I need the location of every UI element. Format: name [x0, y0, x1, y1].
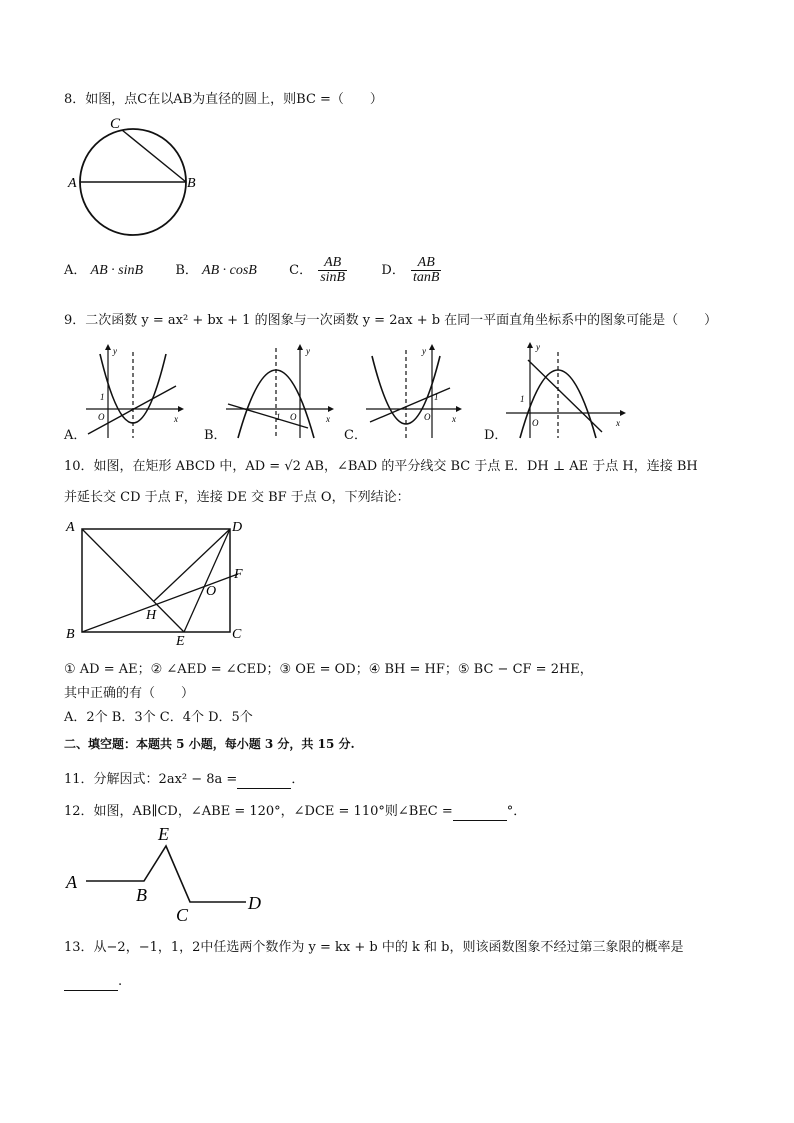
q13-end: .	[118, 974, 123, 989]
svg-text:O: O	[98, 412, 105, 422]
svg-text:y: y	[422, 346, 426, 356]
section-2-heading: 二、填空题：本题共 5 小题，每小题 3 分，共 15 分.	[64, 737, 355, 751]
q9-graph-b	[226, 342, 336, 442]
svg-text:O: O	[290, 412, 297, 422]
svg-text:C: C	[176, 905, 189, 925]
q13-stem: 13．从−2，−1，1，2中任选两个数作为 y = kx + b 中的 k 和 b，则该函数图象不经过第三象限的概率是	[64, 940, 684, 955]
option-c-fraction: $\frac{AB}{\sin B}$	[320, 255, 346, 285]
svg-text:D: D	[232, 520, 243, 535]
q12-end: °．	[506, 804, 527, 819]
svg-text:x: x	[174, 414, 178, 424]
segment-bf	[82, 574, 238, 632]
option-b-text: AB · cosB	[202, 263, 257, 278]
q11-stem: 11．分解因式：2ax² − 8a =	[64, 772, 238, 787]
svg-text:y: y	[113, 346, 117, 356]
svg-text:1: 1	[434, 392, 439, 402]
svg-text:D: D	[248, 893, 261, 913]
svg-text:E: E	[158, 824, 169, 844]
svg-text:B: B	[136, 885, 147, 905]
svg-text:1: 1	[100, 392, 105, 402]
svg-text:y: y	[536, 342, 540, 352]
segment-ae	[82, 529, 184, 632]
label-a: A	[68, 176, 77, 191]
q10-conclusions: ① AD = AE；② ∠AED = ∠CED；③ OE = OD；④ BH = HF；⑤ BC − CF = 2HE，	[64, 662, 593, 677]
svg-text:x: x	[452, 414, 456, 424]
q12-figure	[60, 820, 280, 930]
svg-text:y: y	[306, 346, 310, 356]
svg-text:1: 1	[276, 412, 281, 422]
path-abecd	[86, 846, 246, 902]
option-d-fraction: $\frac{AB}{\tan B}$	[412, 255, 440, 285]
q9-label-d: D．	[484, 428, 508, 443]
svg-text:H: H	[146, 608, 157, 623]
segment-dh	[154, 529, 230, 601]
q10-ask: 其中正确的有（ ）	[64, 686, 195, 701]
q10-stem-line2: 并延长交 CD 于点 F，连接 DE 交 BF 于点 O，下列结论：	[64, 490, 410, 505]
option-b-label: B．	[175, 263, 198, 278]
option-c-label: C．	[289, 263, 313, 278]
chord-cb	[122, 130, 186, 182]
q12-blank	[453, 804, 507, 821]
svg-text:A: A	[66, 872, 77, 892]
label-b: B	[187, 176, 196, 191]
option-a-text: AB · sinB	[90, 263, 144, 278]
label-c: C	[110, 116, 121, 132]
q13-blank	[64, 974, 118, 991]
q9-graph-c	[366, 342, 466, 442]
svg-text:B: B	[66, 627, 75, 642]
q8-circle-figure	[60, 112, 210, 237]
q9-label-c: C．	[344, 428, 367, 443]
q10-stem-line1: 10．如图，在矩形 ABCD 中，AD = √2 AB，∠BAD 的平分线交 BC 于点 E．DH ⊥ AE 于点 H，连接 BH	[64, 459, 698, 474]
svg-text:O: O	[532, 418, 539, 428]
q12-stem: 12．如图，AB∥CD，∠ABE = 120°，∠DCE = 110°则∠BEC =	[64, 804, 453, 819]
q10-rectangle-figure	[64, 516, 264, 649]
q11-end: ．	[291, 772, 305, 787]
option-d-label: D．	[381, 263, 405, 278]
svg-text:A: A	[66, 520, 75, 535]
q8-stem: 8．如图，点C在以AB为直径的圆上，则BC =（ ）	[64, 92, 383, 107]
q9-label-b: B．	[204, 428, 227, 443]
svg-text:C: C	[232, 627, 242, 642]
q12	[64, 804, 526, 821]
q13-answer	[64, 974, 122, 991]
option-a-label: A．	[64, 263, 87, 278]
q10-options: A．2个 B．3个 C．4个 D．5个	[64, 710, 253, 725]
svg-text:F: F	[234, 567, 243, 582]
svg-text:O: O	[206, 584, 217, 599]
svg-text:E: E	[176, 634, 185, 649]
q11-blank	[237, 772, 291, 789]
q9-label-a: A．	[64, 428, 87, 443]
svg-text:O: O	[424, 412, 431, 422]
segment-de	[184, 529, 230, 632]
svg-text:1: 1	[520, 394, 525, 404]
q9-graph-d	[506, 342, 630, 442]
q9-graph-a	[86, 342, 186, 442]
svg-text:x: x	[616, 418, 620, 428]
q8-options	[64, 256, 443, 286]
q11	[64, 772, 304, 789]
svg-text:x: x	[326, 414, 330, 424]
q9-stem: 9．二次函数 y = ax² + bx + 1 的图象与一次函数 y = 2ax + b 在同一平面直角坐标系中的图象可能是（ ）	[64, 313, 718, 328]
